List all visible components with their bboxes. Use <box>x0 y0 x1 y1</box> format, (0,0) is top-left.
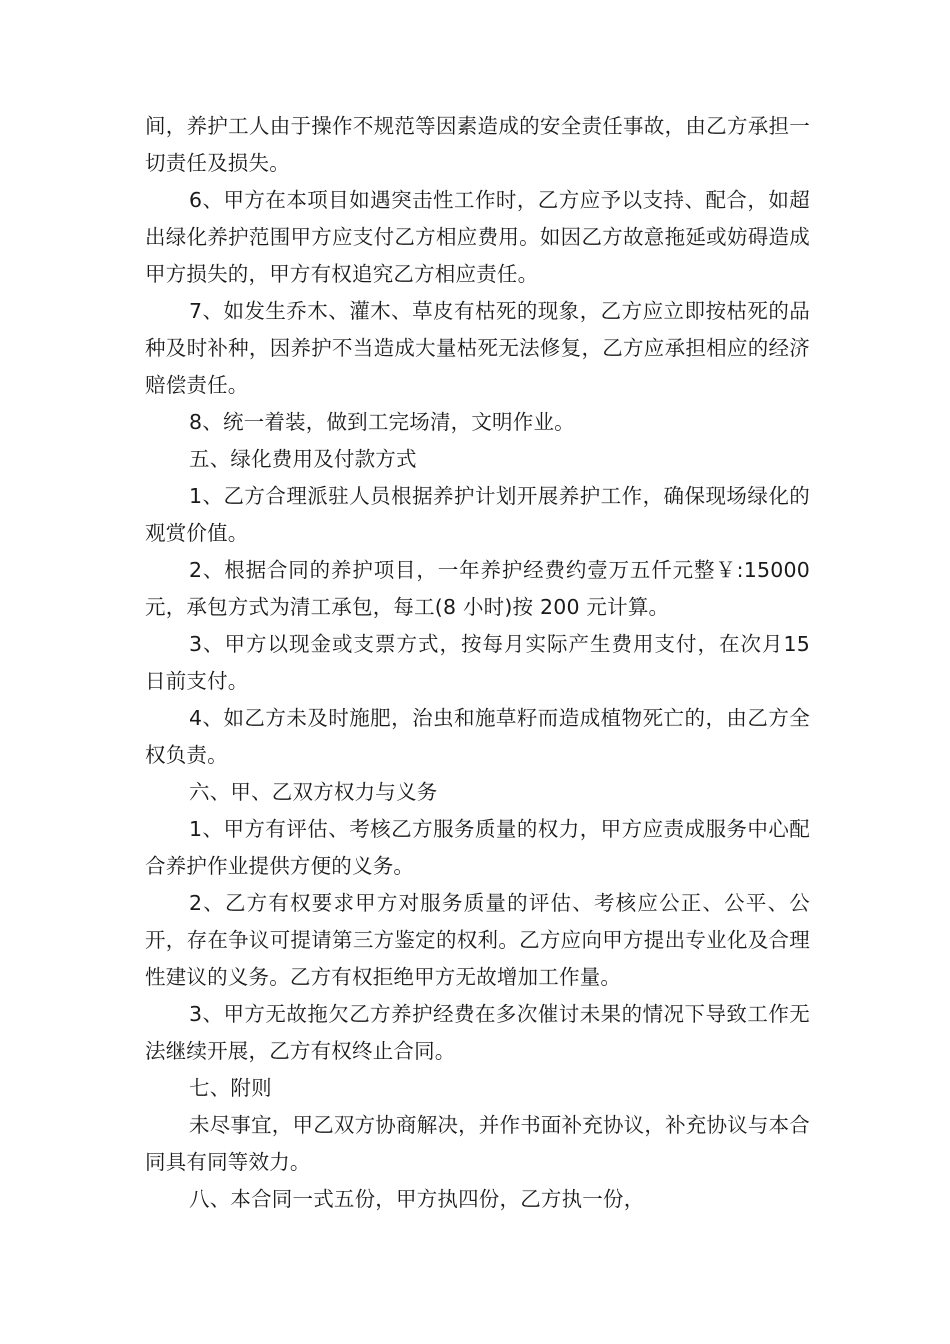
section-heading-5: 五、绿化费用及付款方式 <box>189 447 417 471</box>
paragraph-fee-1: 1、乙方合理派驻人员根据养护计划开展养护工作，确保现场绿化的观赏价值。 <box>145 484 810 545</box>
paragraph-fee-3: 3、甲方以现金或支票方式，按每月实际产生费用支付，在次月15 日前支付。 <box>145 632 810 693</box>
paragraph-supplementary: 未尽事宜，甲乙双方协商解决，并作书面补充协议，补充协议与本合同具有同等效力。 <box>145 1113 810 1174</box>
paragraph-copies: 八、本合同一式五份，甲方执四份，乙方执一份， <box>189 1187 645 1211</box>
paragraph-continuation: 间，养护工人由于操作不规范等因素造成的安全责任事故，由乙方承担一切责任及损失。 <box>145 114 810 175</box>
paragraph-rights-1: 1、甲方有评估、考核乙方服务质量的权力，甲方应责成服务中心配合养护作业提供方便的义务。 <box>145 817 810 878</box>
paragraph-rights-3: 3、甲方无故拖欠乙方养护经费在多次催讨未果的情况下导致工作无法继续开展，乙方有权终止合同。 <box>145 1002 810 1063</box>
paragraph-fee-4: 4、如乙方未及时施肥，治虫和施草籽而造成植物死亡的，由乙方全权负责。 <box>145 706 810 767</box>
document-page <box>145 108 810 1218</box>
paragraph-fee-2: 2、根据合同的养护项目，一年养护经费约壹万五仟元整￥:15000元，承包方式为清工承包，每工(8 小时)按 200 元计算。 <box>145 558 810 619</box>
paragraph-clause-6: 6、甲方在本项目如遇突击性工作时，乙方应予以支持、配合，如超出绿化养护范围甲方应支付乙方相应费用。如因乙方故意拖延或妨碍造成甲方损失的，甲方有权追究乙方相应责任。 <box>145 188 810 286</box>
section-heading-6: 六、甲、乙双方权力与义务 <box>189 780 438 804</box>
paragraph-clause-8: 8、统一着装，做到工完场清，文明作业。 <box>189 410 575 434</box>
paragraph-rights-2: 2、乙方有权要求甲方对服务质量的评估、考核应公正、公平、公开，存在争议可提请第三方鉴定的权利。乙方应向甲方提出专业化及合理性建议的义务。乙方有权拒绝甲方无故增加工作量。 <box>145 891 810 989</box>
paragraph-clause-7: 7、如发生乔木、灌木、草皮有枯死的现象，乙方应立即按枯死的品种及时补种，因养护不当造成大量枯死无法修复，乙方应承担相应的经济赔偿责任。 <box>145 299 810 397</box>
section-heading-7: 七、附则 <box>189 1076 272 1100</box>
